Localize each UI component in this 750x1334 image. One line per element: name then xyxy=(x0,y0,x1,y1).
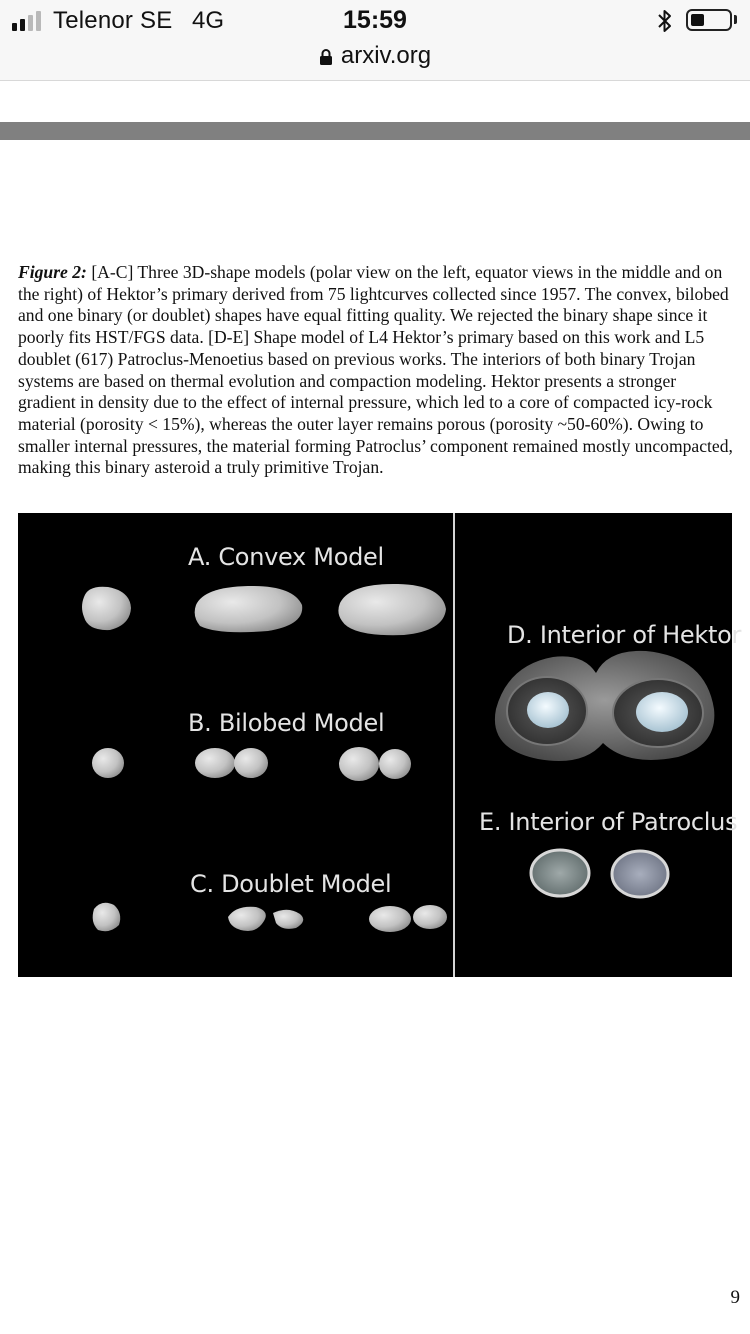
status-bar xyxy=(0,0,750,81)
carrier-name: Telenor SE xyxy=(53,7,173,34)
convex-model-shapes xyxy=(82,584,446,635)
network-type: 4G xyxy=(192,7,225,34)
label-convex-model: A. Convex Model xyxy=(188,543,384,571)
label-interior-patroclus: E. Interior of Patroclus xyxy=(479,808,738,836)
battery-tip xyxy=(734,15,737,24)
label-interior-hektor: D. Interior of Hektor xyxy=(507,621,742,649)
caption-text: [A-C] Three 3D-shape models (polar view on the left, equator views in the middle and on the right) of Hektor’s primary derived from 75 lightcurves collected since 1957. The convex, bilobed and one binary (or doublet) shapes have equal fitting quality. We rejected the binary shape since it poorly fits HST/FGS data. [D-E] Shape model of L4 Hektor’s primary based on this work and L5 doublet (617) Patroclus-Menoetius based on previous works. The interiors of both binary Trojan systems are based on thermal evolution and compaction modeling. Hektor presents a stronger gradient in density due to the effect of internal pressure, which led to a core of compacted icy-rock material (porosity < 15%), whereas the outer layer remains porous (porosity ~50-60%). Owing to smaller internal pressures, the material forming Patroclus’ component remained mostly uncompacted, making this binary asteroid a truly primitive Trojan. xyxy=(18,262,733,478)
label-bilobed-model: B. Bilobed Model xyxy=(188,709,385,737)
asteroid-shape-models xyxy=(18,513,732,977)
hektor-interior-diagram xyxy=(495,651,714,761)
bilobed-model-shapes xyxy=(92,747,411,781)
panel-divider xyxy=(453,513,455,977)
battery-icon xyxy=(686,9,732,31)
figure-2-image xyxy=(18,513,742,977)
figure-label: Figure 2: xyxy=(18,262,87,282)
label-doublet-model: C. Doublet Model xyxy=(190,870,392,898)
page-number: 9 xyxy=(730,1287,740,1308)
address-bar[interactable] xyxy=(0,40,750,72)
figure-caption xyxy=(18,262,734,479)
lock-icon xyxy=(319,48,333,66)
doublet-model-shapes xyxy=(93,903,447,932)
bluetooth-icon xyxy=(656,8,674,34)
patroclus-interior-diagram xyxy=(531,850,668,897)
page-separator xyxy=(0,122,750,140)
url-text[interactable]: arxiv.org xyxy=(340,42,432,69)
clock: 15:59 xyxy=(343,6,407,34)
